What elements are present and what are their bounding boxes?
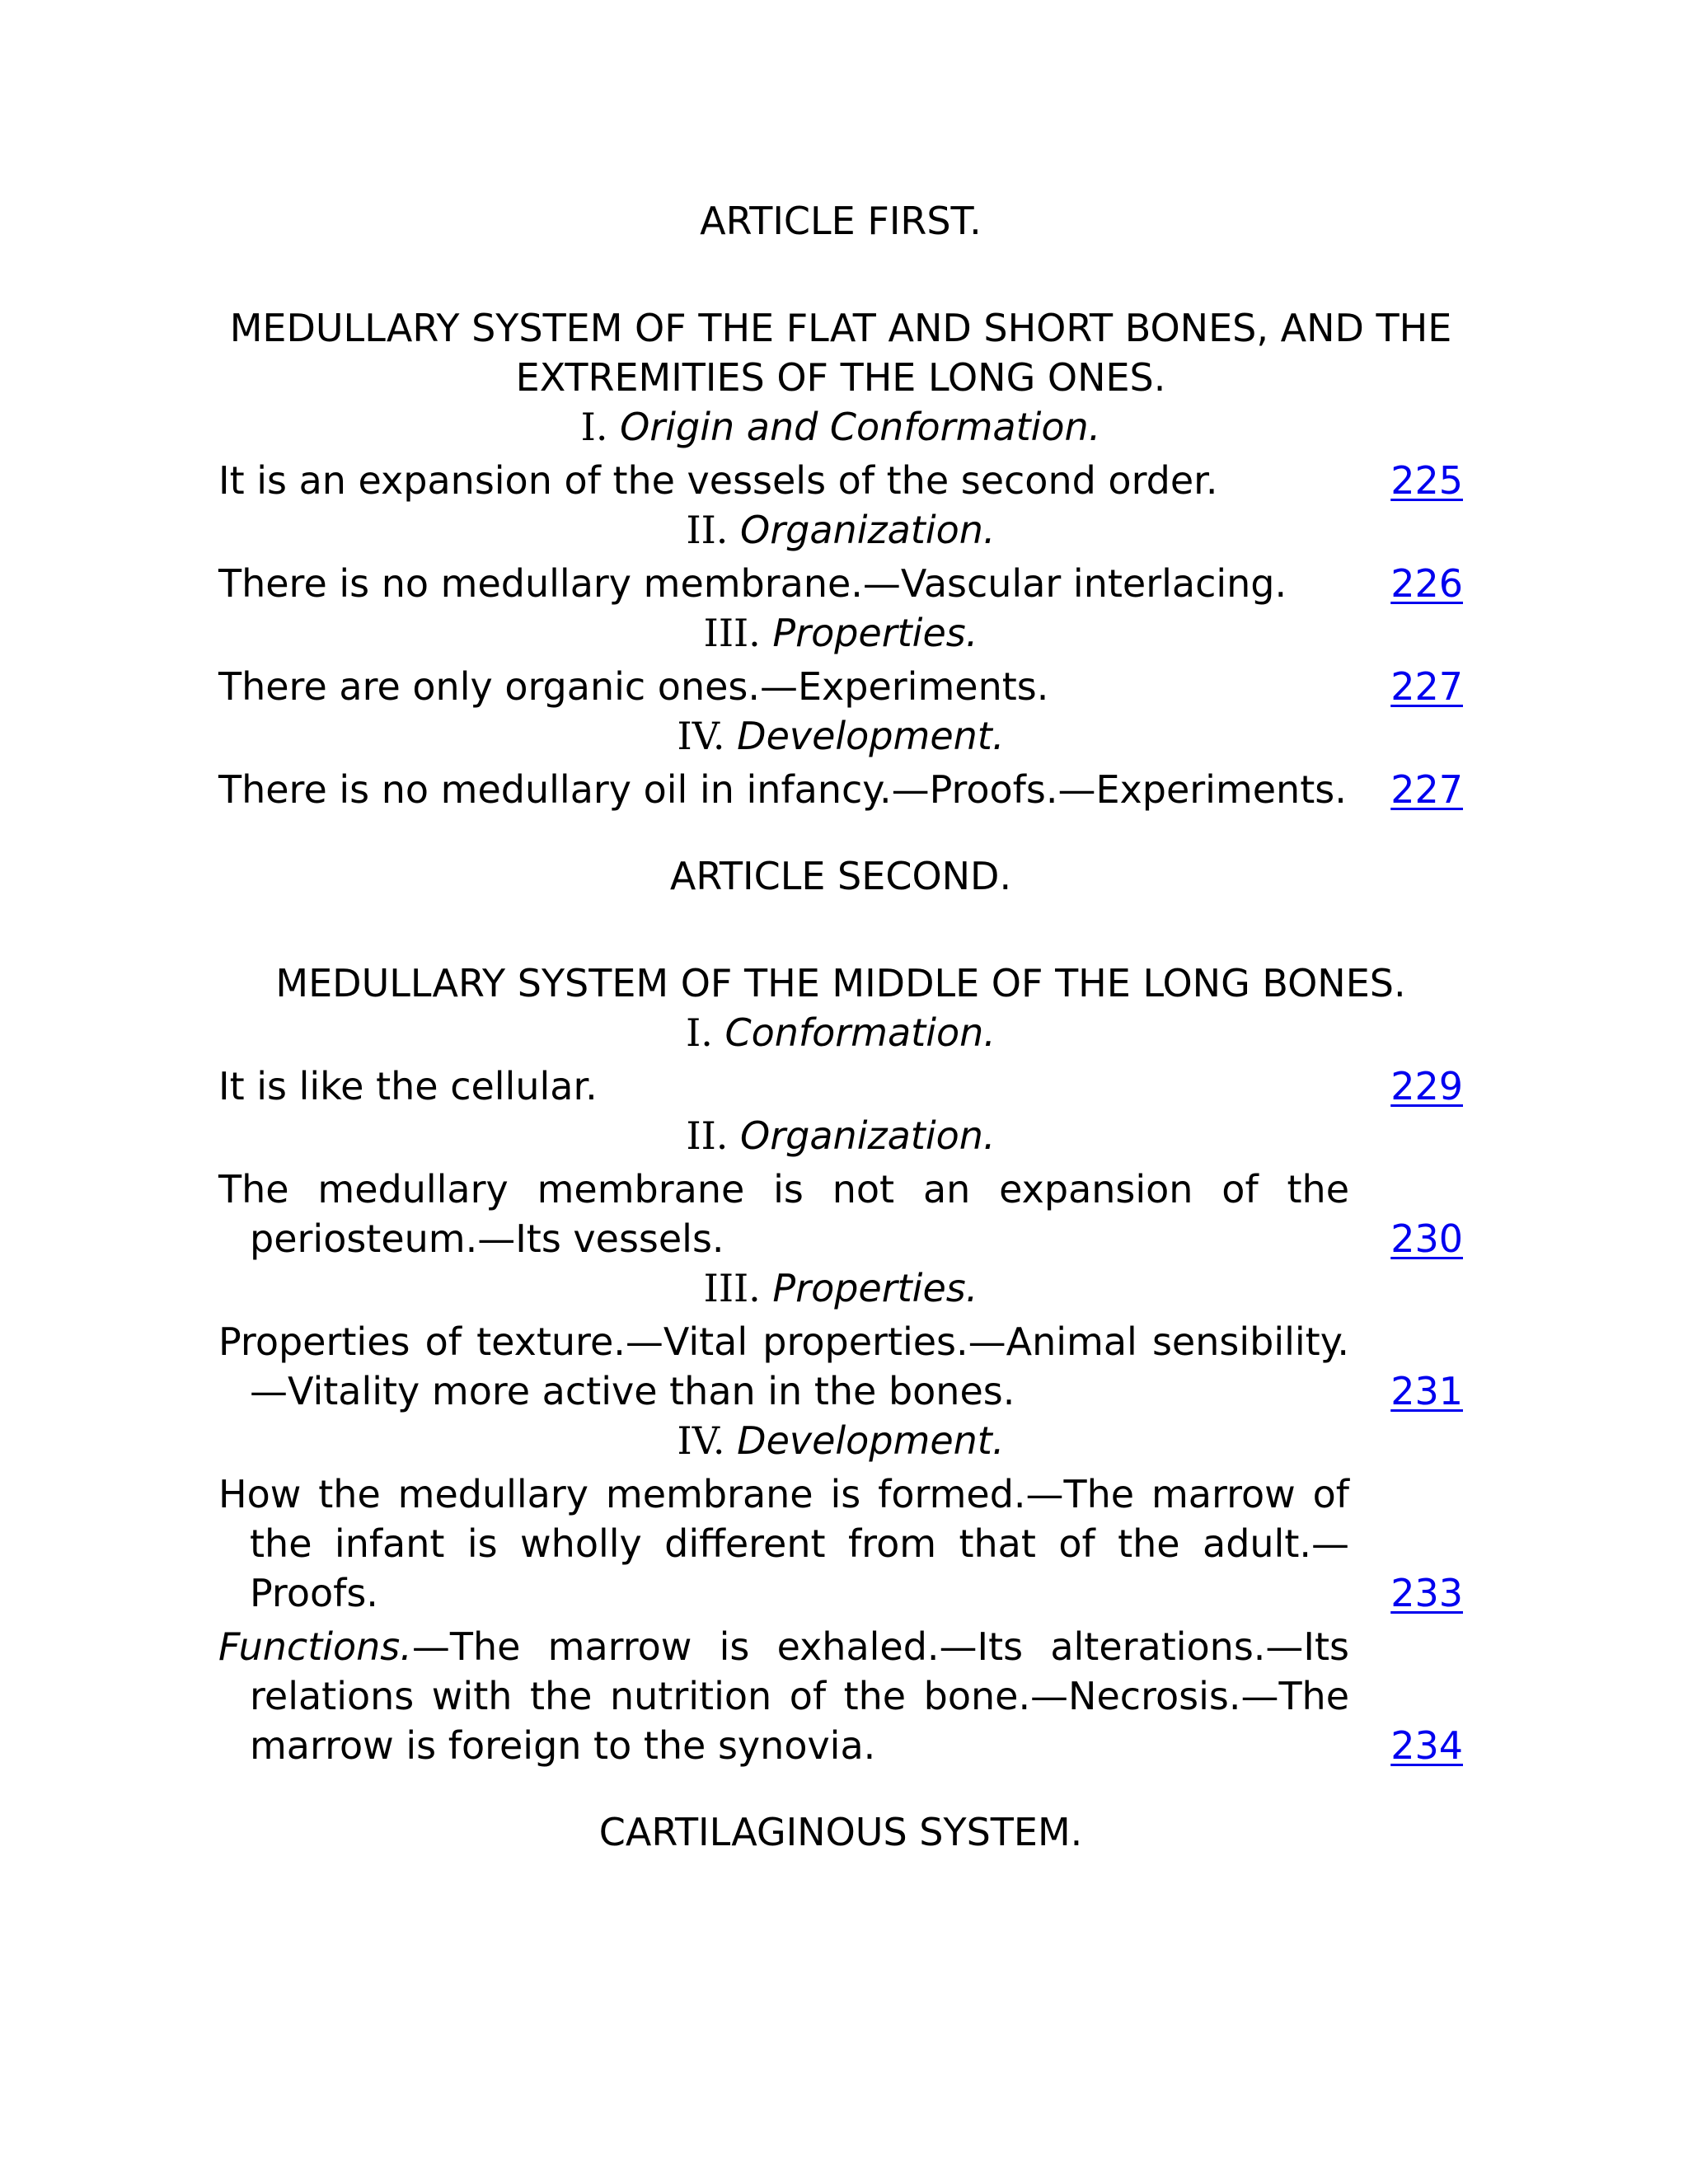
page-link[interactable]: 234 (1390, 1723, 1463, 1768)
toc-entry (218, 662, 1463, 711)
section-label: Development. (737, 1418, 1005, 1463)
article-second-heading: ARTICLE SECOND. (669, 854, 1012, 898)
page-link[interactable]: 226 (1390, 561, 1463, 606)
section-heading (218, 1008, 1463, 1062)
section-heading (218, 711, 1463, 765)
section-label: Properties. (772, 1266, 978, 1310)
section-number: IV. (677, 714, 725, 758)
toc-entry (218, 1317, 1463, 1416)
toc-entry (218, 456, 1463, 505)
toc-entry (218, 1469, 1463, 1618)
section-number: I. (686, 1010, 713, 1055)
section-heading (218, 1416, 1463, 1469)
toc-entry-functions (218, 1622, 1463, 1770)
toc-entry (218, 765, 1463, 814)
cartilaginous-system-heading: CARTILAGINOUS SYSTEM. (598, 1810, 1083, 1854)
section-label: Development. (737, 714, 1005, 758)
toc-entry (218, 1062, 1463, 1111)
section-heading (218, 402, 1463, 456)
entry-text: There is no medullary membrane.—Vascular interlacing. (218, 561, 1287, 606)
article-first-heading: ARTICLE FIRST. (700, 199, 982, 243)
section-heading (218, 505, 1463, 559)
entry-text: It is an expansion of the vessels of the second order. (218, 458, 1218, 503)
entry-text: The medullary membrane is not an expansion of the periosteum.—Its vessels. (218, 1167, 1349, 1261)
section-number: IV. (677, 1418, 725, 1463)
section-heading (218, 1111, 1463, 1165)
page-link[interactable]: 233 (1390, 1571, 1463, 1615)
section-number: I. (580, 405, 608, 449)
toc-entry (218, 559, 1463, 608)
section-label: Organization. (740, 1113, 996, 1158)
section-label: Organization. (740, 508, 996, 552)
section-number: III. (703, 1266, 761, 1310)
article-first-title: MEDULLARY SYSTEM OF THE FLAT AND SHORT BONES, AND THE EXTREMITIES OF THE LONG ONES. (229, 306, 1452, 400)
functions-text: —The marrow is exhaled.—Its alterations.—Its relations with the nutrition of the bone.—Necrosis.—The marrow is foreign to the synovia. (250, 1624, 1349, 1768)
section-number: II. (686, 1113, 729, 1158)
table-of-contents (218, 196, 1463, 1857)
page-link[interactable]: 225 (1390, 458, 1463, 503)
page-link[interactable]: 229 (1390, 1064, 1463, 1108)
entry-text: How the medullary membrane is formed.—The marrow of the infant is wholly different from that of the adult.—Proofs. (218, 1472, 1349, 1615)
entry-text: There are only organic ones.—Experiments. (218, 664, 1049, 709)
entry-text (218, 1622, 1349, 1770)
functions-lead: Functions. (218, 1624, 412, 1669)
section-label: Properties. (772, 611, 978, 655)
page-link[interactable]: 231 (1390, 1369, 1463, 1413)
toc-entry (218, 1165, 1463, 1263)
article-second-title: MEDULLARY SYSTEM OF THE MIDDLE OF THE LONG BONES. (275, 961, 1406, 1005)
entry-text: It is like the cellular. (218, 1064, 598, 1108)
section-number: II. (686, 508, 729, 552)
section-label: Origin and Conformation. (620, 405, 1101, 449)
section-number: III. (703, 611, 761, 655)
section-label: Conformation. (724, 1010, 996, 1055)
section-heading (218, 608, 1463, 662)
section-heading (218, 1263, 1463, 1317)
page-link[interactable]: 230 (1390, 1216, 1463, 1261)
entry-text: There is no medullary oil in infancy.—Proofs.—Experiments. (218, 767, 1347, 812)
entry-text: Properties of texture.—Vital properties.—Animal sensibility.—Vitality more active than in the bones. (218, 1319, 1349, 1413)
page-link[interactable]: 227 (1390, 664, 1463, 709)
page-link[interactable]: 227 (1390, 767, 1463, 812)
